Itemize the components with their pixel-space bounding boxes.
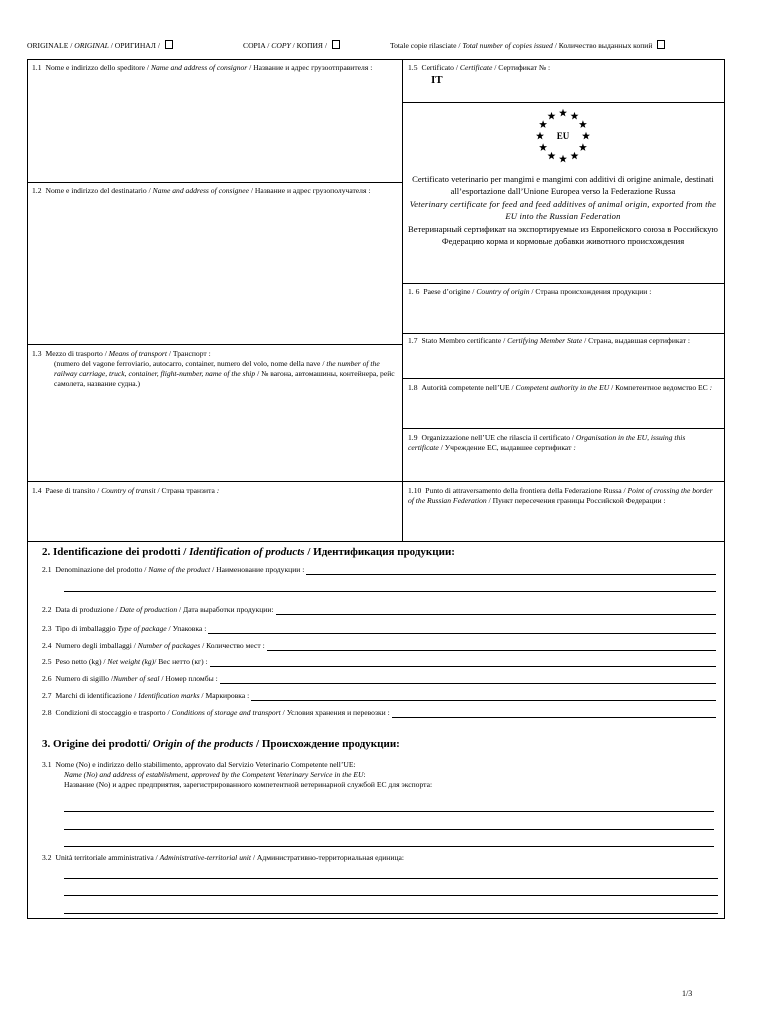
section-2-title: 2. Identificazione dei prodotti / Identification of products / Идентификация продукции: — [42, 546, 455, 558]
eu-star-icon — [536, 132, 544, 140]
section-2-row[interactable]: 2.4 Numero degli imballaggi / Number of packages / Количество мест : — [42, 641, 265, 650]
field-3-2-admin-unit[interactable]: 3.2 Unità territoriale amministrativa / Administrative-territorial unit / Административно-территориальная единица: — [42, 853, 404, 862]
section-2-fill-line[interactable] — [251, 700, 716, 701]
title-italian: Certificato veterinario per mangimi e mangimi con additivi di origine animale, destinati all’esportazione dall’Unione Europea verso la Federazione Russa — [412, 174, 714, 197]
total-copies-checkbox[interactable] — [657, 40, 665, 49]
eu-star-icon — [539, 120, 547, 128]
field-1-8-competent-authority[interactable]: 1.8 Autorità competente nell’UE / Competent authority in the EU / Компетентное ведомство ЕС : — [408, 383, 713, 392]
section-3-title: 3. Origine dei prodotti/ Origin of the products / Происхождение продукции: — [42, 738, 400, 750]
eu-star-icon — [539, 143, 547, 151]
section-2-row[interactable]: 2.1 Denominazione del prodotto / Name of the product / Наименование продукции : — [42, 565, 305, 574]
product-name-extra-line[interactable] — [64, 591, 716, 592]
eu-star-icon — [548, 112, 556, 120]
section-2-fill-line[interactable] — [210, 666, 716, 667]
section-2-fill-line[interactable] — [220, 683, 716, 684]
admin-unit-fill-line[interactable] — [64, 895, 718, 896]
title-russian: Ветеринарный сертификат на экспортируемые из Европейского союза в Российскую Федерацию корма и кормовые добавки животного происхождения — [408, 223, 718, 247]
field-1-10-border-crossing[interactable]: 1.10 Punto di attraversamento della frontiera della Federazione Russa / Point of crossing the border of the Russian Federation / Пункт пересечения границы Российской Федерации : — [408, 486, 713, 505]
section-2-row[interactable]: 2.7 Marchi di identificazione / Identification marks / Маркировка : — [42, 691, 250, 700]
original-checkbox[interactable] — [165, 40, 173, 49]
field-1-1-consignor[interactable]: 1.1 Nome e indirizzo dello speditore / Name and address of consignor / Название и адрес грузоотправителя : — [32, 63, 373, 72]
section-2-fill-line[interactable] — [306, 574, 716, 575]
section-2-row[interactable]: 2.3 Tipo di imballaggio Type of package / Упаковка : — [42, 624, 207, 633]
field-1-2-consignee[interactable]: 1.2 Nome e indirizzo del destinatario / Name and address of consignee / Название и адрес грузополучателя : — [32, 186, 371, 195]
section-2-fill-line[interactable] — [208, 633, 716, 634]
field-1-4-country-of-transit[interactable]: 1.4 Paese di transito / Country of transit / Страна транзита : — [32, 486, 220, 495]
eu-star-icon — [571, 112, 579, 120]
eu-star-icon — [559, 109, 567, 117]
section-2-fill-line[interactable] — [267, 650, 716, 651]
field-1-9-issuing-organisation[interactable]: 1.9 Organizzazione nell’UE che rilascia il certificato / Organisation in the EU, issuing this certificate / Учреждение ЕС, выдавшее сертификат : — [408, 433, 686, 452]
title-english: Veterinary certificate for feed and feed additives of animal origin, exported from the EU into the Russian Federation — [409, 198, 717, 222]
section-2-fill-line[interactable] — [392, 717, 716, 718]
admin-unit-fill-line[interactable] — [64, 878, 718, 879]
total-copies-label: Totale copie rilasciate / Total number of copies issued / Количество выданных копий — [390, 40, 665, 50]
eu-star-icon — [579, 143, 587, 151]
eu-star-icon — [571, 152, 579, 160]
copy-checkbox[interactable] — [332, 40, 340, 49]
field-3-1-establishment[interactable]: 3.1 Nome (No) e indirizzo dello stabilimento, approvato dal Servizio Veterinario Competente nell’UE: Name (No) and address of establishment, approved by the Competent Veterinary Service in the EU: Название (No) и адрес предприятия, зарегистрированного компетентной ветеринарной службой ЕС для экспорта: — [42, 760, 433, 789]
field-1-3-means-of-transport[interactable]: 1.3 Mezzo di trasporto / Means of transport / Транспорт : (numero del vagone ferroviario, autocarro, container, numero del volo, nome della nave / the number of the railway carriage, truck, container, flight-number, name of the ship / № вагона, автомашины, контейнера, рейс самолета, название судна.) — [32, 349, 395, 388]
section-2-row[interactable]: 2.2 Data di produzione / Date of production / Дата выработки продукции: — [42, 605, 274, 614]
copy-label: COPIA / COPY / КОПИЯ / — [243, 40, 340, 50]
eu-star-icon — [582, 132, 590, 140]
certificate-country-code: IT — [431, 74, 443, 86]
establishment-fill-line[interactable] — [64, 829, 714, 830]
establishment-fill-line[interactable] — [64, 811, 714, 812]
section-2-fill-line[interactable] — [276, 614, 716, 615]
field-1-7-certifying-state[interactable]: 1.7 Stato Membro certificante / Certifying Member State / Страна, выдавшая сертификат : — [408, 336, 690, 345]
column-divider — [402, 59, 403, 541]
admin-unit-fill-line[interactable] — [64, 913, 718, 914]
eu-stars-emblem — [528, 103, 598, 165]
original-label: ORIGINALE / ORIGINAL / ОРИГИНАЛ / — [27, 40, 173, 50]
field-1-6-country-of-origin[interactable]: 1. 6 Paese d’origine / Country of origin / Страна происхождения продукции : — [408, 287, 652, 296]
eu-label: EU — [556, 131, 570, 141]
eu-star-icon — [548, 152, 556, 160]
eu-star-icon — [579, 120, 587, 128]
section-2-row[interactable]: 2.5 Peso netto (kg) / Net weight (kg)/ Вес нетто (кг) : — [42, 657, 208, 666]
field-1-5-certificate-number[interactable]: 1.5 Certificato / Certificate / Сертификат № : — [408, 63, 551, 72]
establishment-fill-line[interactable] — [64, 846, 714, 847]
certificate-title — [405, 173, 721, 247]
page-number: 1/3 — [682, 989, 693, 998]
section-2-row[interactable]: 2.6 Numero di sigillo /Number of seal / Номер пломбы : — [42, 674, 218, 683]
section-2-row[interactable]: 2.8 Condizioni di stoccaggio e trasporto / Conditions of storage and transport / Условия хранения и перевозки : — [42, 708, 390, 717]
eu-star-icon — [559, 155, 567, 163]
